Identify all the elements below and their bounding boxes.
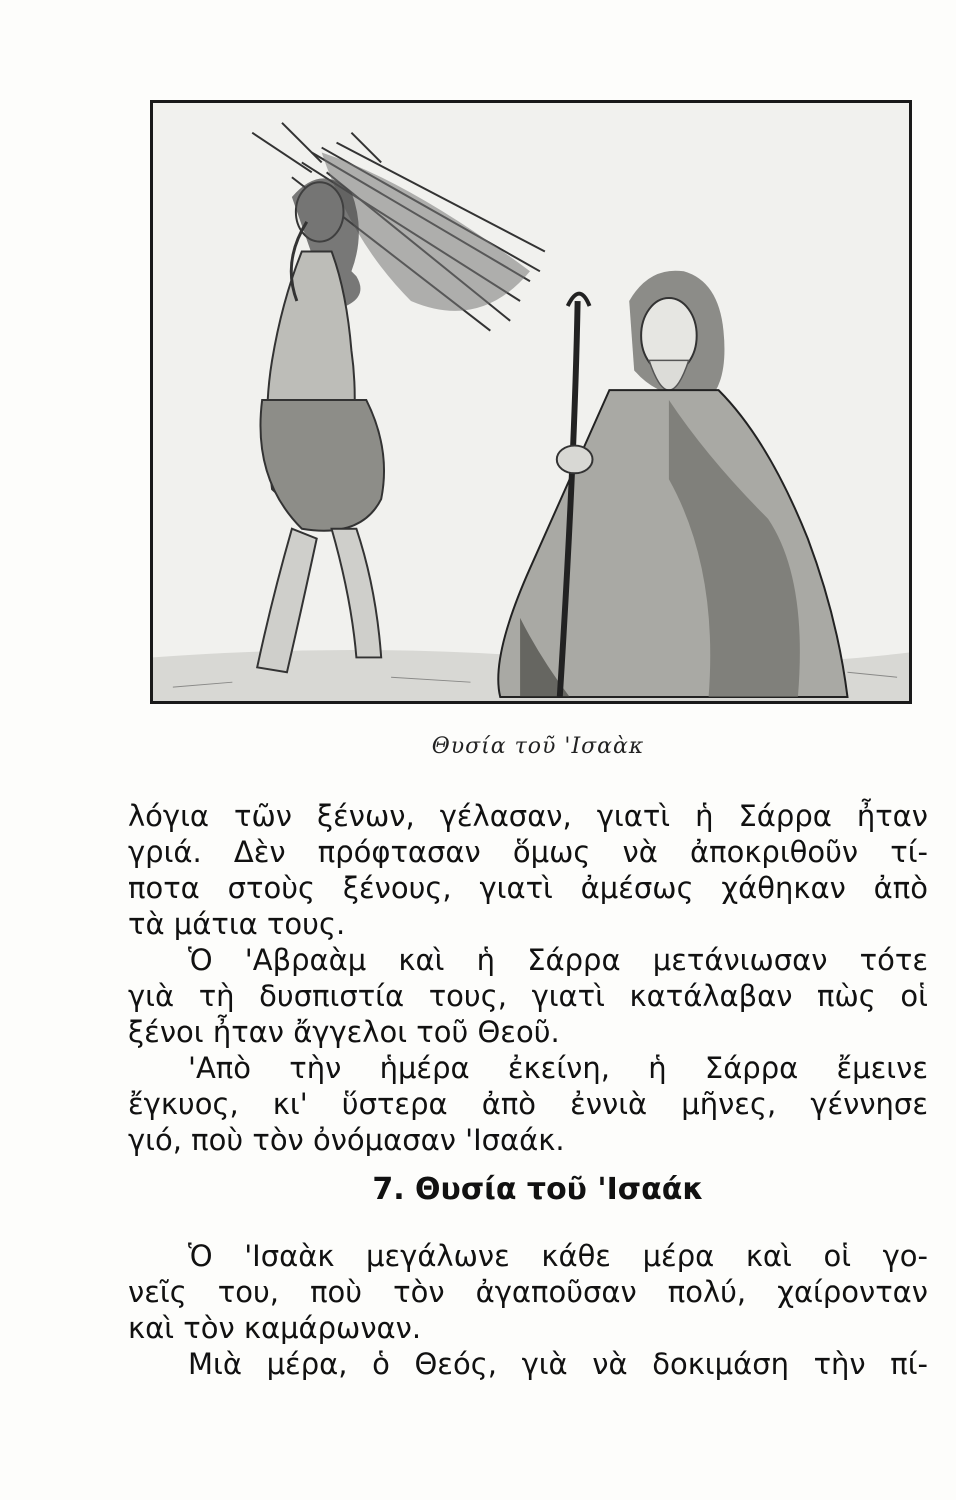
text-line: λόγια τῶν ξένων, γέλασαν, γιατὶ ἡ Σάρρα ἦταν bbox=[128, 799, 928, 833]
text-block-after bbox=[128, 1238, 928, 1382]
text-line: ἔγκυος, κι' ὕστερα ἀπὸ ἐννιὰ μῆνες, γέννησε bbox=[128, 1087, 928, 1121]
text-line: τὰ μάτια τους. bbox=[128, 907, 346, 941]
text-line: γιό, ποὺ τὸν ὀνόμασαν 'Ισαάκ. bbox=[128, 1123, 565, 1157]
text-line: Ὁ 'Ισαὰκ μεγάλωνε κάθε μέρα καὶ οἱ γο- bbox=[188, 1239, 928, 1273]
section-heading: 7. Θυσία τοῦ 'Ισαάκ bbox=[372, 1172, 704, 1207]
illustration-frame bbox=[150, 100, 912, 704]
text-line: γριά. Δὲν πρόφτασαν ὅμως νὰ ἀποκριθοῦν τί- bbox=[128, 835, 928, 869]
text-line: 'Απὸ τὴν ἡμέρα ἐκείνη, ἡ Σάρρα ἔμεινε bbox=[188, 1051, 928, 1085]
text-line: ποτα στοὺς ξένους, γιατὶ ἀμέσως χάθηκαν ἀπὸ bbox=[128, 871, 928, 905]
illustration-isaac-abraham bbox=[153, 103, 909, 701]
text-line: νεῖς του, ποὺ τὸν ἀγαποῦσαν πολύ, χαίρονταν bbox=[128, 1275, 928, 1309]
text-line: γιὰ τὴ δυσπιστία τους, γιατὶ κατάλαβαν πὼς οἱ bbox=[128, 979, 928, 1013]
text-line: ξένοι ἦταν ἄγγελοι τοῦ Θεοῦ. bbox=[128, 1015, 560, 1049]
text-block-before bbox=[128, 798, 928, 1158]
figure-caption: Θυσία τοῦ 'Ισαὰκ bbox=[431, 734, 645, 759]
text-line: Ὁ 'Αβραὰμ καὶ ἡ Σάρρα μετάνιωσαν τότε bbox=[188, 943, 928, 977]
text-line: Μιὰ μέρα, ὁ Θεός, γιὰ νὰ δοκιμάση τὴν πί- bbox=[188, 1347, 928, 1381]
text-line: καὶ τὸν καμάρωναν. bbox=[128, 1311, 422, 1345]
